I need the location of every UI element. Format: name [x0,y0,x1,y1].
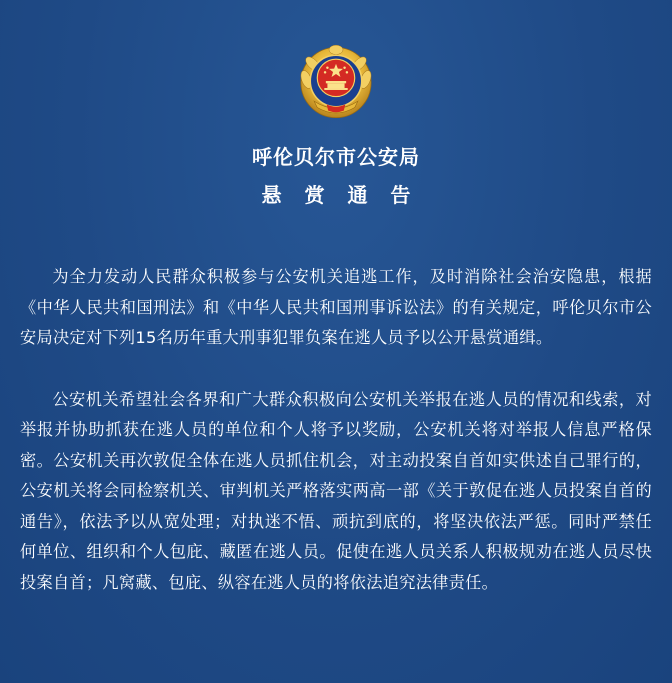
notice-body [20,262,652,598]
notice-title: 悬 赏 通 告 [261,183,419,207]
notice-paragraph-1: 为全力发动人民群众积极参与公安机关追逃工作，及时消除社会治安隐患，根据《中华人民共和国刑法》和《中华人民共和国刑事诉讼法》的有关规定，呼伦贝尔市公安局决定对下列15名历年重大刑事犯罪负案在逃人员予以公开悬赏通缉。 [20,267,652,347]
notice-header [0,142,672,210]
police-emblem-icon [297,42,375,120]
notice-paragraph-2: 公安机关希望社会各界和广大群众积极向公安机关举报在逃人员的情况和线索，对举报并协助抓获在逃人员的单位和个人将予以奖励，公安机关将对举报人信息严格保密。公安机关再次敦促全体在逃人员抓住机会，对主动投案自首如实供述自己罪行的，公安机关将会同检察机关、审判机关严格落实两高一部《关于敦促在逃人员投案自首的通告》，依法予以从宽处理；对执迷不悟、顽抗到底的，将坚决依法严惩。同时严禁任何单位、组织和个人包庇、藏匿在逃人员。促使在逃人员关系人积极规劝在逃人员尽快投案自首；凡窝藏、包庇、纵容在逃人员的将依法追究法律责任。 [20,389,652,592]
agency-name: 呼伦贝尔市公安局 [252,145,420,169]
